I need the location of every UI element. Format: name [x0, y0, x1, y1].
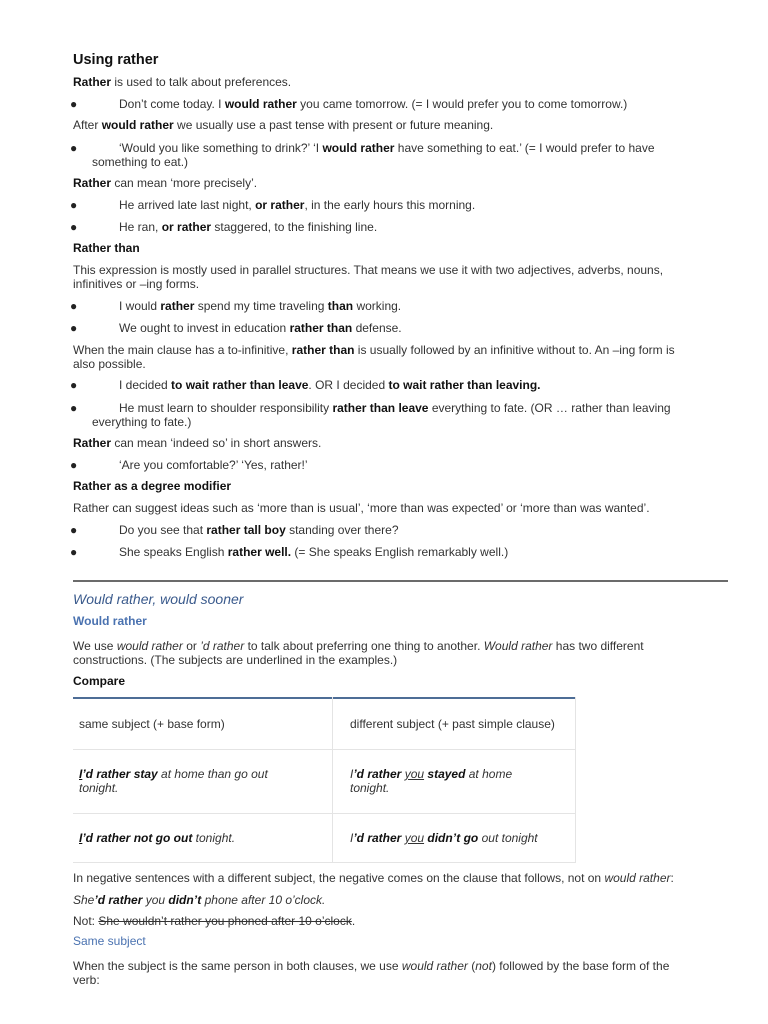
paragraph: When the main clause has a to-infinitive, rather than is usually followed by an infinitive without to. An –ing form is also possible.: [73, 343, 675, 371]
bullet-icon: ●: [70, 378, 78, 392]
section-divider: [73, 580, 728, 582]
paragraph: In negative sentences with a different subject, the negative comes on the clause that follows, not on would rather:: [73, 871, 674, 885]
table-top-border: [73, 697, 576, 699]
table-header-cell: different subject (+ past simple clause): [350, 717, 555, 731]
subheading-degree-modifier: Rather as a degree modifier: [73, 479, 232, 493]
section-title: Would rather, would sooner: [73, 591, 244, 607]
bullet-icon: ●: [70, 97, 78, 111]
section-subheading-same-subject: Same subject: [73, 934, 146, 948]
example-sentence: She’d rather you didn’t phone after 10 o’clock.: [73, 893, 326, 907]
bullet-icon: ●: [70, 141, 78, 155]
bullet-icon: ●: [70, 523, 78, 537]
section-subtitle: Would rather: [73, 614, 147, 628]
table-cell: I’d rather you didn’t go out tonight: [350, 831, 538, 845]
bullet-icon: ●: [70, 198, 78, 212]
paragraph: We use would rather or ’d rather to talk about preferring one thing to another. Would rather has two different constructions. (The subjects are underlined in the examples.): [73, 639, 644, 667]
paragraph: After would rather we usually use a past tense with present or future meaning.: [73, 118, 494, 132]
bullet-icon: ●: [70, 299, 78, 313]
paragraph: Rather can mean ‘more precisely’.: [73, 176, 258, 190]
table-cell: I’d rather not go out tonight.: [79, 831, 236, 845]
paragraph: When the subject is the same person in both clauses, we use would rather (not) followed by the base form of the verb:: [73, 959, 670, 987]
page-title: Using rather: [73, 52, 159, 68]
bullet-icon: ●: [70, 321, 78, 335]
document-page: Using rather Rather is used to talk about preferences. ● Don’t come today. I would rather you came tomorrow. (= I would prefer you to come tomorrow.) After would rather we usually use a past tense with present or future meaning. ● ‘Would you like something to drink?’ ‘I would rather have something to eat.’ (= I would prefer to have something to eat.) Rather can mean ‘more precisely’. ● He arrived late last night, or rather, in the early hours this morning. ● He ran, or rather staggered, to the finishing line. Rather than This expression is mostly used in parallel structures. That means we use it with two adjectives, adverbs, nouns, infinitives or –ing forms. ● I would rather spend my time traveling than working. ● We ought to invest in education rather than defense. When the main clause has a to-infinitive, rather than is usually followed by an infinitive without to. An –ing form is also possible. ● I decided to wait rather than leave. OR I decided to wait rather than leaving. ● He must learn to shoulder responsibility rather than leave everything to fate. (OR … rather than leaving everything to fate.) Rather can mean ‘indeed so’ in short answers. ● ‘Are you comfortable?’ ‘Yes, rather!’ Rather as a degree modifier Rather can suggest ideas such as ‘more than is usual’, ‘more than was expected’ or ‘more than was wanted’. ● Do you see that rather tall boy standing over there? ● She speaks English rather well. (= She speaks English remarkably well.) Would rather, would sooner Would rather We use would rather or ’d rather to talk about preferring one thing to another. Would rather has two different constructions. (The subjects are underlined in the examples.) Compare same subject (+ base form) different subject (+ past simple clause) I’d rather stay at home than go out tonight. I’d rather you stayed at home tonight. I’d rather not go out tonight. I’d rather you didn’t go out tonight In negative sentences with a different subject, the negative comes on the clause that follows, not on would rather: She’d rather you didn’t phone after 10 o’clock. Not: She wouldn’t rather you phoned after 10 o’clock. Same subject When the subject is the same person in both clauses, we use would rather (not) followed by the base form of the verb:: [0, 0, 768, 1024]
bullet-icon: ●: [70, 220, 78, 234]
paragraph: This expression is mostly used in parallel structures. That means we use it with two adjectives, adverbs, nouns, infinitives or –ing forms.: [73, 263, 664, 291]
counter-example: Not: She wouldn’t rather you phoned after 10 o’clock.: [73, 914, 356, 928]
comparison-table: [73, 697, 576, 863]
subheading-rather-than: Rather than: [73, 241, 140, 255]
table-header-cell: same subject (+ base form): [79, 717, 225, 731]
bullet-icon: ●: [70, 401, 78, 415]
paragraph: Rather can mean ‘indeed so’ in short answers.: [73, 436, 322, 450]
table-cell: I’d rather stay at home than go out tonight.: [79, 767, 268, 795]
bullet-icon: ●: [70, 545, 78, 559]
paragraph: Rather can suggest ideas such as ‘more than is usual’, ‘more than was expected’ or ‘more than was wanted’.: [73, 501, 650, 515]
table-cell: I’d rather you stayed at home tonight.: [350, 767, 513, 795]
bullet-icon: ●: [70, 458, 78, 472]
intro-paragraph: Rather is used to talk about preferences.: [73, 75, 292, 89]
compare-label: Compare: [73, 674, 126, 688]
